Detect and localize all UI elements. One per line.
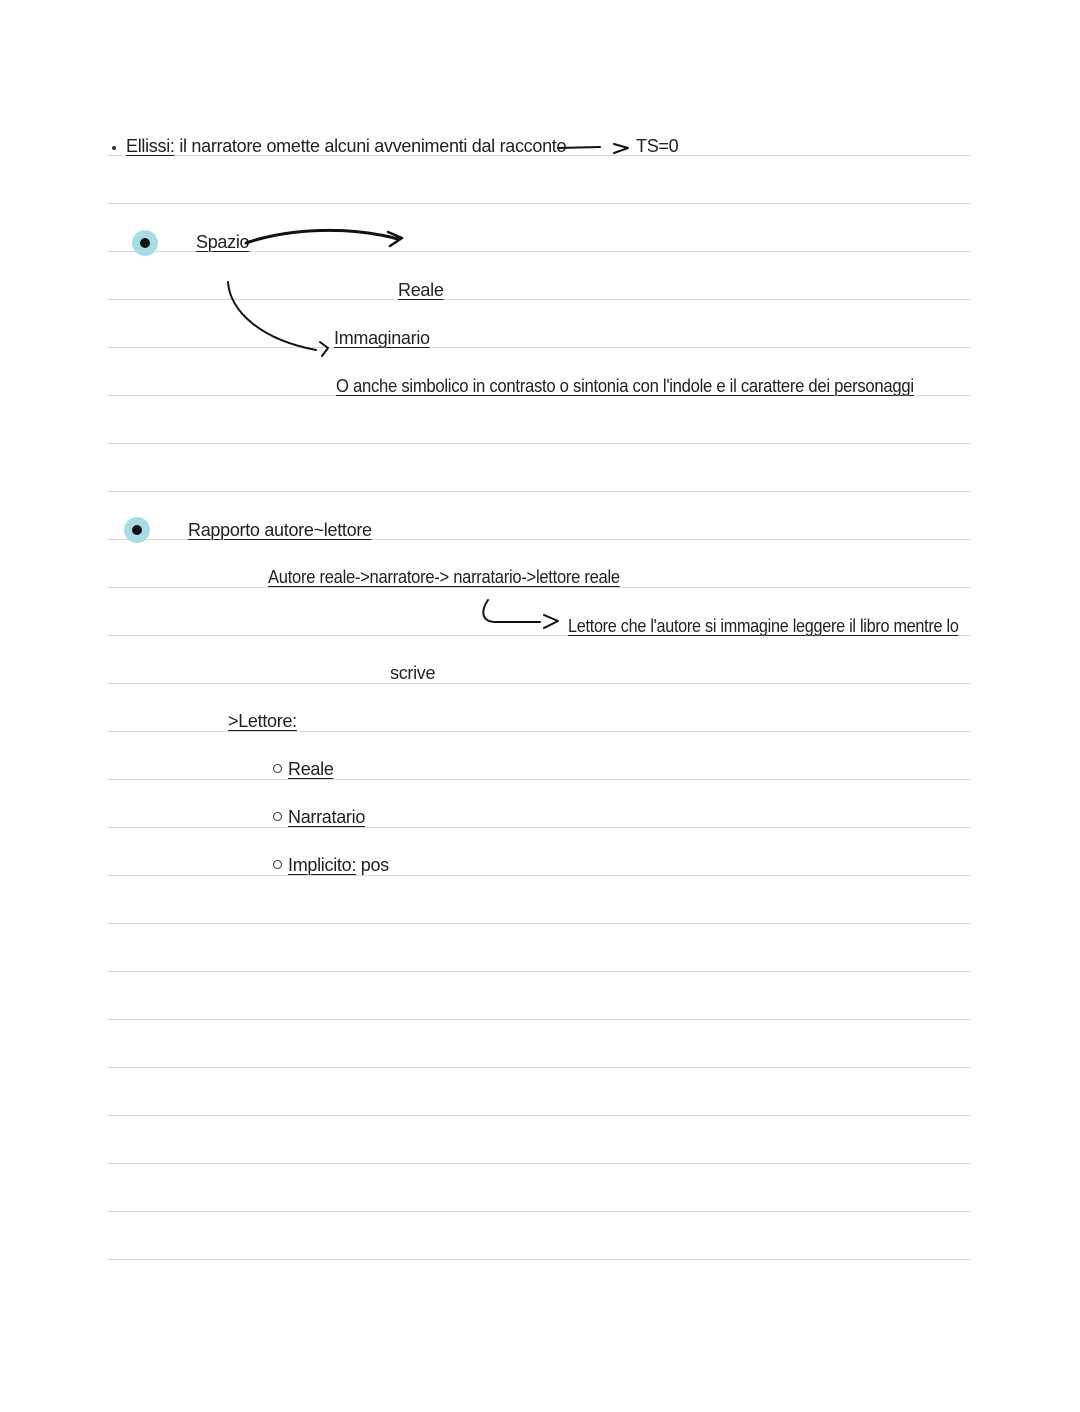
ruled-line: [108, 1259, 971, 1260]
bullet-dot-icon: [124, 517, 150, 543]
lettore-type-implicito: [288, 854, 389, 876]
rapporto-chain: Autore reale->narratore-> narratario->lettore reale: [268, 567, 620, 587]
implicito-suffix: pos: [360, 855, 389, 875]
ruled-line: [108, 779, 971, 780]
small-bullet-icon: [112, 146, 116, 150]
lettore-type-narratario: Narratario: [288, 807, 366, 827]
spazio-heading: Spazio: [196, 232, 250, 252]
implied-reader-line-1: Lettore che l'autore si immagine leggere il libro mentre lo: [568, 616, 959, 636]
ellissi-line: [126, 135, 566, 157]
ruled-line: [108, 1067, 971, 1068]
hook-arrow-icon: [478, 598, 570, 634]
circle-bullet-icon: [273, 860, 282, 869]
ruled-line: [108, 1019, 971, 1020]
circle-bullet-icon: [273, 812, 282, 821]
ruled-line: [108, 491, 971, 492]
lettore-type-reale: Reale: [288, 759, 334, 779]
ruled-line: [108, 1211, 971, 1212]
spazio-note: O anche simbolico in contrasto o sintonia con l'indole e il carattere dei personaggi: [336, 376, 914, 396]
ruled-line: [108, 1115, 971, 1116]
rapporto-heading: Rapporto autore~lettore: [188, 520, 372, 540]
spazio-branch-reale: Reale: [398, 280, 444, 300]
ruled-line: [108, 923, 971, 924]
ruled-line: [108, 683, 971, 684]
ruled-line: [108, 827, 971, 828]
lettore-heading: >Lettore:: [228, 711, 297, 731]
ellissi-term: Ellissi:: [126, 136, 175, 156]
implicito-label: Implicito:: [288, 855, 357, 875]
spazio-branch-immaginario: Immaginario: [334, 328, 430, 348]
ellissi-result: TS=0: [636, 136, 679, 156]
ruled-line: [108, 875, 971, 876]
ellissi-definition: il narratore omette alcuni avvenimenti dal racconto: [179, 136, 567, 156]
ruled-line: [108, 1163, 971, 1164]
bullet-dot-icon: [132, 230, 158, 256]
implied-reader-line-2: scrive: [390, 663, 436, 683]
curved-arrow-right-icon: [240, 226, 420, 256]
ruled-line: [108, 203, 971, 204]
ruled-line: [108, 971, 971, 972]
curved-arrow-down-icon: [222, 280, 342, 360]
ruled-line: [108, 443, 971, 444]
arrow-right-icon: [556, 138, 636, 158]
circle-bullet-icon: [273, 764, 282, 773]
